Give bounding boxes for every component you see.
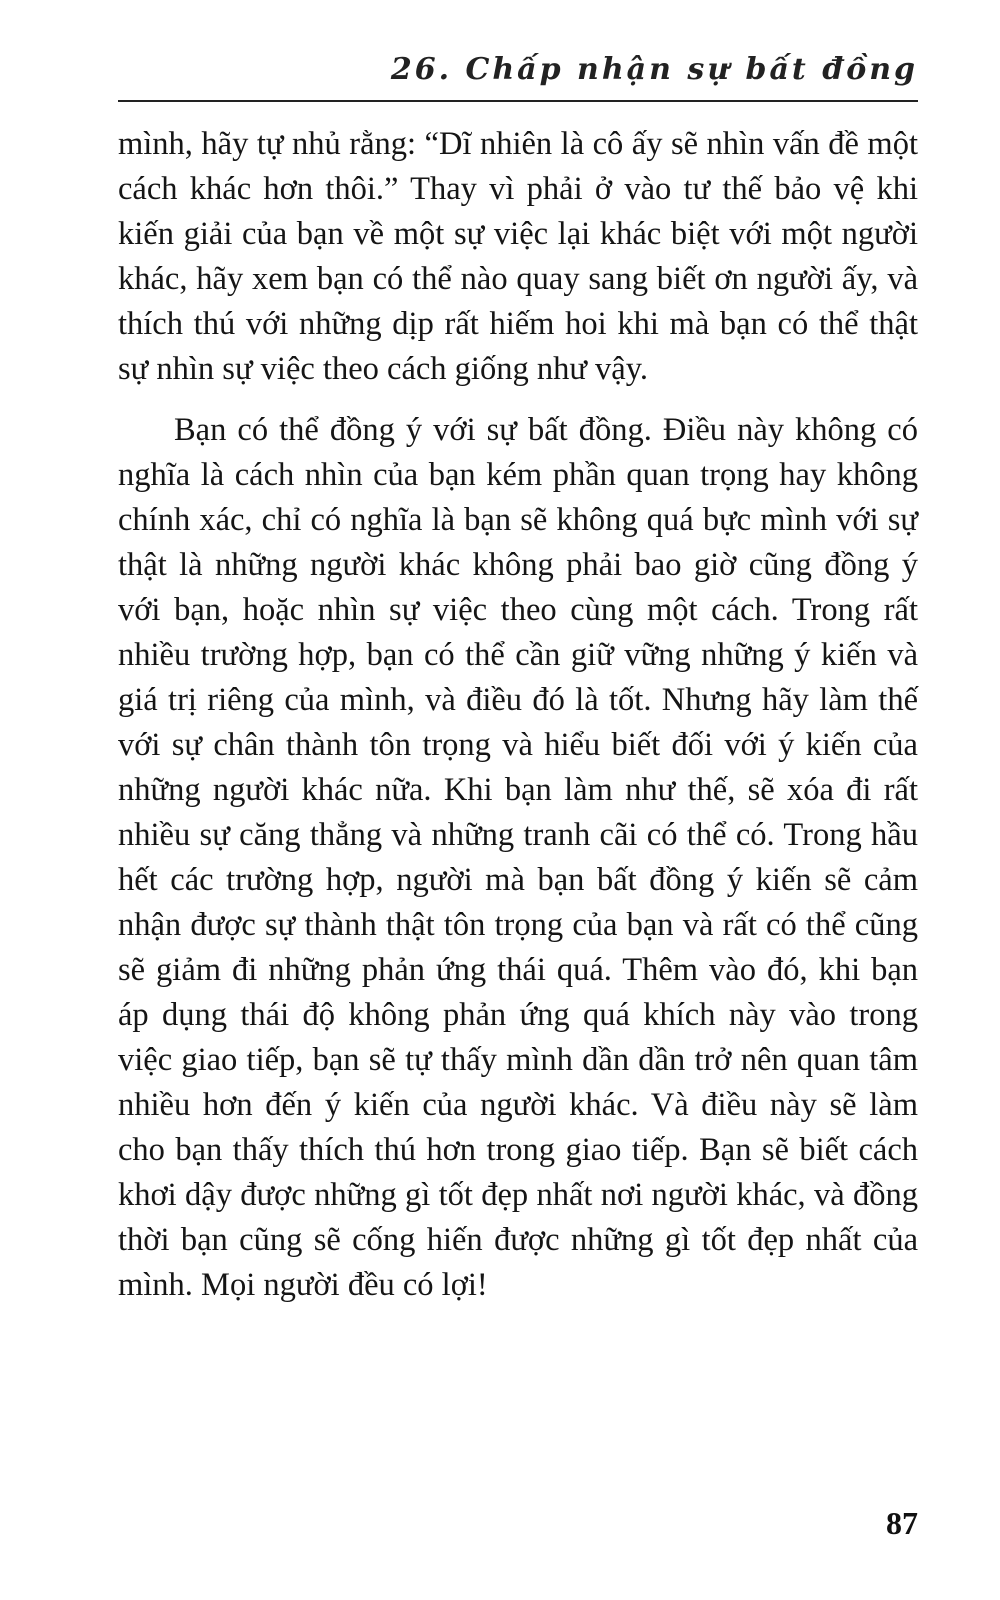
header-divider	[118, 100, 918, 102]
page-number: 87	[886, 1505, 918, 1541]
paragraph-continued: mình, hãy tự nhủ rằng: “Dĩ nhiên là cô ấy sẽ nhìn vấn đề một cách khác hơn thôi.” Thay vì phải ở vào tư thế bảo vệ khi kiến giải của bạn về một sự việc lại khác biệt với một người khác, hãy xem bạn có thể nào quay sang biết ơn người ấy, và thích thú với những dịp rất hiếm hoi khi mà bạn có thể thật sự nhìn sự việc theo cách giống như vậy.	[118, 126, 918, 387]
body-text	[118, 122, 918, 1308]
running-header-title: 26. Chấp nhận sự bất đồng	[390, 52, 918, 87]
paragraph-main: Bạn có thể đồng ý với sự bất đồng. Điều này không có nghĩa là cách nhìn của bạn kém phần quan trọng hay không chính xác, chỉ có nghĩa là bạn sẽ không quá bực mình với sự thật là những người khác không phải bao giờ cũng đồng ý với bạn, hoặc nhìn sự việc theo cùng một cách. Trong rất nhiều trường hợp, bạn có thể cần giữ vững những ý kiến và giá trị riêng của mình, và điều đó là tốt. Nhưng hãy làm thế với sự chân thành tôn trọng và hiểu biết đối với ý kiến của những người khác nữa. Khi bạn làm như thế, sẽ xóa đi rất nhiều sự căng thẳng và những tranh cãi có thể có. Trong hầu hết các trường hợp, người mà bạn bất đồng ý kiến sẽ cảm nhận được sự thành thật tôn trọng của bạn và rất có thể cũng sẽ giảm đi những phản ứng thái quá. Thêm vào đó, khi bạn áp dụng thái độ không phản ứng quá khích này vào trong việc giao tiếp, bạn sẽ tự thấy mình dần dần trở nên quan tâm nhiều hơn đến ý kiến của người khác. Và điều này sẽ làm cho bạn thấy thích thú hơn trong giao tiếp. Bạn sẽ biết cách khơi dậy được những gì tốt đẹp nhất nơi người khác, và đồng thời bạn cũng sẽ cống hiến được những gì tốt đẹp nhất của mình. Mọi người đều có lợi!	[118, 412, 918, 1303]
